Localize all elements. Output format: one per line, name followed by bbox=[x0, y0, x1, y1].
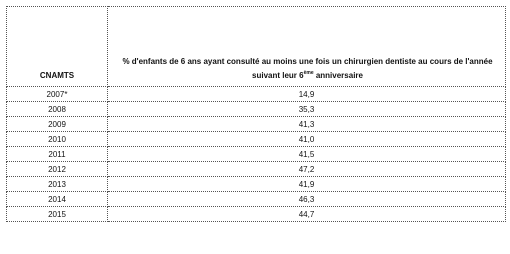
table-row bbox=[7, 102, 506, 117]
header-percentage bbox=[108, 7, 506, 87]
header-row bbox=[7, 7, 506, 87]
year-cell: 2007* bbox=[7, 87, 108, 102]
table-row bbox=[7, 117, 506, 132]
data-table bbox=[6, 6, 506, 222]
value-cell: 41,9 bbox=[108, 177, 506, 192]
year-cell: 2013 bbox=[7, 177, 108, 192]
header-percentage-tail: anniversaire bbox=[313, 71, 363, 80]
table-row bbox=[7, 192, 506, 207]
value-cell: 41,0 bbox=[108, 132, 506, 147]
table-row bbox=[7, 177, 506, 192]
value-cell: 41,5 bbox=[108, 147, 506, 162]
value-cell: 44,7 bbox=[108, 207, 506, 222]
year-cell: 2015 bbox=[7, 207, 108, 222]
year-cell: 2010 bbox=[7, 132, 108, 147]
table-row bbox=[7, 162, 506, 177]
value-cell: 35,3 bbox=[108, 102, 506, 117]
value-cell: 46,3 bbox=[108, 192, 506, 207]
value-cell: 47,2 bbox=[108, 162, 506, 177]
year-cell: 2014 bbox=[7, 192, 108, 207]
year-cell: 2008 bbox=[7, 102, 108, 117]
header-percentage-sup: ème bbox=[303, 70, 314, 76]
table-row bbox=[7, 132, 506, 147]
header-cnamts: CNAMTS bbox=[7, 7, 108, 87]
value-cell: 14,9 bbox=[108, 87, 506, 102]
table-row bbox=[7, 147, 506, 162]
value-cell: 41,3 bbox=[108, 117, 506, 132]
year-cell: 2011 bbox=[7, 147, 108, 162]
year-cell: 2012 bbox=[7, 162, 108, 177]
table-row bbox=[7, 87, 506, 102]
table-row bbox=[7, 207, 506, 222]
header-percentage-text: % d'enfants de 6 ans ayant consulté au moins une fois un chirurgien dentiste au cours de l'année suivant leur 6 bbox=[122, 57, 493, 80]
year-cell: 2009 bbox=[7, 117, 108, 132]
